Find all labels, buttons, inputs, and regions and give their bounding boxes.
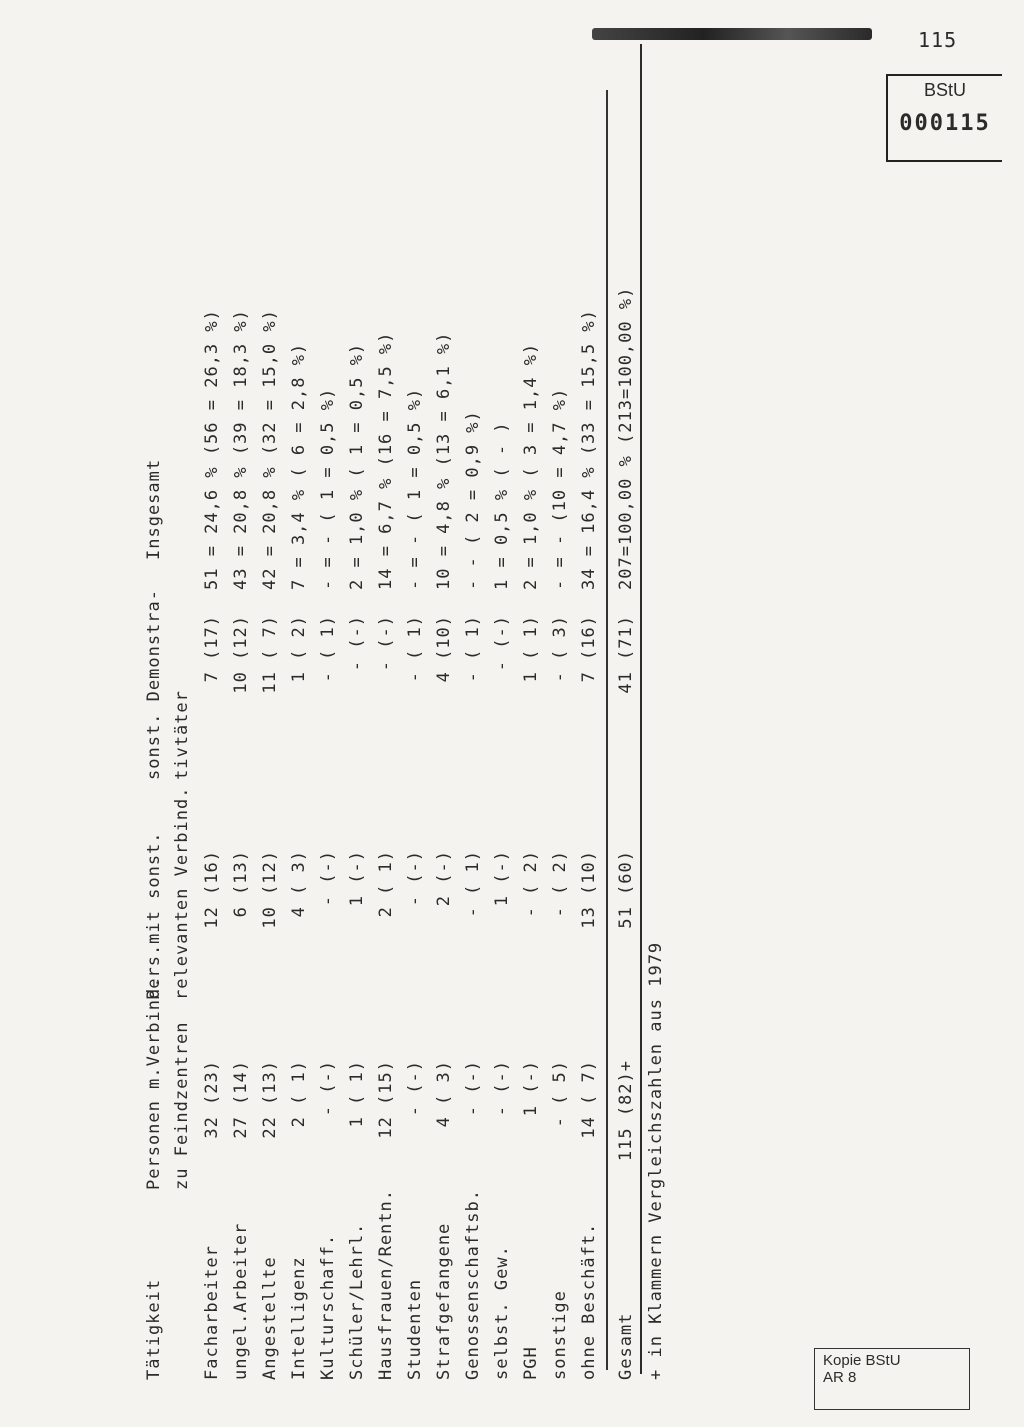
cell-total: 14 = 6,7 % (16 = 7,5 %) — [376, 331, 396, 590]
cell-total: 42 = 20,8 % (32 = 15,0 %) — [260, 309, 280, 590]
stamp-number: 000115 — [899, 111, 991, 136]
cell-persons: - ( 5) — [550, 1060, 570, 1128]
cell-persons: 4 ( 3) — [434, 1060, 454, 1128]
copy-stamp-line2: AR 8 — [823, 1369, 857, 1386]
cell-other: - (-) — [347, 615, 367, 672]
cell-label: selbst. Gew. — [492, 1245, 512, 1380]
cell-persons: 1 (-) — [521, 1060, 541, 1117]
cell-relevant: - ( 2) — [521, 850, 541, 918]
cell-persons: 32 (23) — [202, 1060, 222, 1139]
cell-persons: 2 ( 1) — [289, 1060, 309, 1128]
footnote: + in Klammern Vergleichszahlen aus 1979 — [646, 941, 666, 1380]
cell-relevant: - (-) — [318, 850, 338, 907]
cell-label: Genossenschaftsb. — [463, 1189, 483, 1380]
cell-relevant: - ( 2) — [550, 850, 570, 918]
cell-relevant: - (-) — [405, 850, 425, 907]
stamp-org: BStU — [923, 80, 966, 100]
cell-relevant: 2 ( 1) — [376, 850, 396, 918]
cell-label: Schüler/Lehrl. — [347, 1222, 367, 1380]
cell-total: 1 = 0,5 % ( - ) — [492, 421, 512, 590]
cell-persons: - (-) — [405, 1060, 425, 1117]
cell-other: 11 ( 7) — [260, 615, 280, 694]
cell-other: 7 (17) — [202, 615, 222, 683]
cell-total: 43 = 20,8 % (39 = 18,3 %) — [231, 309, 251, 590]
cell-total: - = - ( 1 = 0,5 %) — [405, 387, 425, 590]
cell-label: Hausfrauen/Rentn. — [376, 1189, 396, 1380]
cell-persons: 12 (15) — [376, 1060, 396, 1139]
copy-stamp-line1: Kopie BStU — [823, 1352, 901, 1369]
cell-label: Strafgefangene — [434, 1222, 454, 1380]
cell-total: - = - ( 1 = 0,5 %) — [318, 387, 338, 590]
total-persons: 115 (82)+ — [616, 1060, 636, 1162]
cell-relevant: 10 (12) — [260, 850, 280, 929]
cell-persons: 1 ( 1) — [347, 1060, 367, 1128]
cell-relevant: 4 ( 3) — [289, 850, 309, 918]
cell-other: - ( 1) — [318, 615, 338, 683]
scan-artifact — [592, 28, 872, 40]
cell-total: - = - (10 = 4,7 %) — [550, 387, 570, 590]
cell-other: - (-) — [492, 615, 512, 672]
cell-persons: - (-) — [318, 1060, 338, 1117]
cell-label: Angestellte — [260, 1256, 280, 1380]
cell-total: 34 = 16,4 % (33 = 15,5 %) — [579, 309, 599, 590]
cell-other: - (-) — [376, 615, 396, 672]
cell-label: Intelligenz — [289, 1256, 309, 1380]
cell-relevant: 1 (-) — [492, 850, 512, 907]
cell-other: 1 ( 2) — [289, 615, 309, 683]
cell-other: 4 (10) — [434, 615, 454, 683]
page-number: 115 — [918, 28, 958, 52]
cell-total: 2 = 1,0 % ( 1 = 0,5 %) — [347, 342, 367, 590]
cell-relevant: 6 (13) — [231, 850, 251, 918]
header-persons: Personen m.Verbind. zu Feindzentren — [144, 976, 192, 1190]
copy-stamp — [814, 1348, 970, 1410]
cell-total: 51 = 24,6 % (56 = 26,3 %) — [202, 309, 222, 590]
cell-relevant: 12 (16) — [202, 850, 222, 929]
cell-other: - ( 3) — [550, 615, 570, 683]
cell-label: sonstige — [550, 1290, 570, 1380]
total-total: 207=100,00 % (213=100,00 %) — [616, 286, 636, 590]
bstu-stamp — [886, 74, 1002, 162]
cell-total: 7 = 3,4 % ( 6 = 2,8 %) — [289, 342, 309, 590]
cell-persons: 27 (14) — [231, 1060, 251, 1139]
total-label: Gesamt — [616, 1312, 636, 1380]
cell-relevant: 2 (-) — [434, 850, 454, 907]
rotated-table — [140, 50, 666, 1380]
cell-other: 7 (16) — [579, 615, 599, 683]
cell-other: - ( 1) — [463, 615, 483, 683]
cell-label: Studenten — [405, 1278, 425, 1380]
cell-persons: 14 ( 7) — [579, 1060, 599, 1139]
cell-relevant: 1 (-) — [347, 850, 367, 907]
cell-label: Kulturschaff. — [318, 1233, 338, 1380]
cell-total: 10 = 4,8 % (13 = 6,1 %) — [434, 331, 454, 590]
cell-label: Facharbeiter — [202, 1245, 222, 1380]
cell-relevant: 13 (10) — [579, 850, 599, 929]
cell-persons: - (-) — [492, 1060, 512, 1117]
cell-label: PGH — [521, 1346, 541, 1380]
cell-persons: - (-) — [463, 1060, 483, 1117]
header-total: Insgesamt — [144, 458, 164, 560]
cell-total: 2 = 1,0 % ( 3 = 1,4 %) — [521, 342, 541, 590]
cell-label: ohne Beschäft. — [579, 1222, 599, 1380]
cell-other: 1 ( 1) — [521, 615, 541, 683]
header-label: Tätigkeit — [144, 1278, 164, 1380]
cell-relevant: - ( 1) — [463, 850, 483, 918]
total-rule — [606, 90, 608, 1370]
cell-other: 10 (12) — [231, 615, 251, 694]
total-other: 41 (71) — [616, 615, 636, 694]
cell-other: - ( 1) — [405, 615, 425, 683]
cell-persons: 22 (13) — [260, 1060, 280, 1139]
cell-total: - - ( 2 = 0,9 %) — [463, 410, 483, 590]
total-relevant: 51 (60) — [616, 850, 636, 929]
header-relevant: Pers.mit sonst. relevanten Verbind. — [144, 786, 192, 1000]
header-other: sonst. Demonstra- tivtäter — [144, 589, 192, 780]
cell-label: ungel.Arbeiter — [231, 1222, 251, 1380]
